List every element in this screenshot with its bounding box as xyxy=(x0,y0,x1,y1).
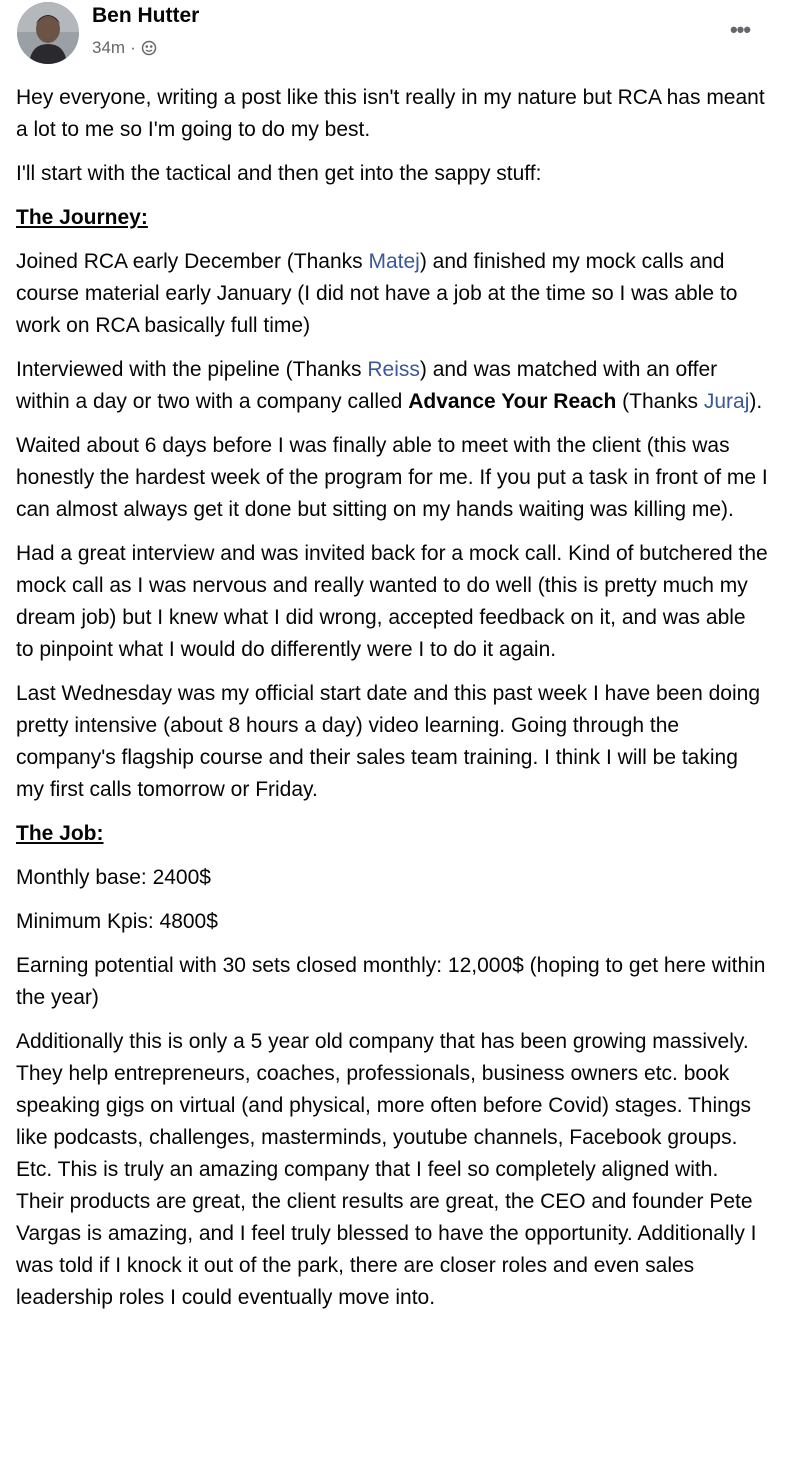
text-span: ). xyxy=(749,390,763,413)
text-span: ) and was matched with an offer within a day or two with a company called xyxy=(16,358,718,413)
globe-icon[interactable] xyxy=(141,40,157,56)
avatar[interactable] xyxy=(17,2,79,64)
paragraph-interview: Had a great interview and was invited back for a mock call. Kind of butchered the mock call as I was nervous and really wanted to do well (this is pretty much my dream job) but I knew what I did wrong, accepted feedback on it, and was able to pinpoint what I would do differently were I to do it again. xyxy=(16,542,768,661)
text-span: Interviewed with the pipeline (Thanks xyxy=(16,358,368,381)
paragraph-joined xyxy=(16,246,768,342)
text-span: (Thanks xyxy=(616,390,704,413)
avatar-image xyxy=(17,2,79,64)
post-header xyxy=(0,0,788,72)
mention-link-juraj[interactable]: Juraj xyxy=(703,390,750,413)
post-timestamp[interactable]: 34m xyxy=(92,38,126,57)
text-span: ) and finished my mock calls and course material early January (I did not have a job at the time so I was able to work on RCA basically full time) xyxy=(16,250,738,337)
paragraph-minimum-kpis: Minimum Kpis: 4800$ xyxy=(16,910,218,933)
paragraph-start-date: Last Wednesday was my official start date and this past week I have been doing pretty intensive (about 8 hours a day) video learning. Going through the company's flagship course and their sales team training. I think I will be taking my first calls tomorrow or Friday. xyxy=(16,682,760,801)
company-name: Advance Your Reach xyxy=(408,390,617,413)
mention-link-reiss[interactable]: Reiss xyxy=(367,358,420,381)
mention-link-matej[interactable]: Matej xyxy=(368,250,420,273)
meta-separator: · xyxy=(130,38,136,57)
post-body xyxy=(16,82,768,1326)
heading-journey: The Journey: xyxy=(16,206,148,229)
text-span: Joined RCA early December (Thanks xyxy=(16,250,369,273)
paragraph-monthly-base: Monthly base: 2400$ xyxy=(16,866,211,889)
paragraph-earning-potential: Earning potential with 30 sets closed monthly: 12,000$ (hoping to get here within the year) xyxy=(16,954,766,1009)
paragraph-waited: Waited about 6 days before I was finally able to meet with the client (this was honestly the hardest week of the program for me. If you put a task in front of me I can almost always get it done but sitting on my hands waiting was killing me). xyxy=(16,434,768,521)
paragraph-interviewed xyxy=(16,354,768,418)
heading-job: The Job: xyxy=(16,822,104,845)
paragraph-intro: Hey everyone, writing a post like this isn't really in my nature but RCA has meant a lot to me so I'm going to do my best. xyxy=(16,86,765,141)
author-name[interactable]: Ben Hutter xyxy=(92,4,200,27)
paragraph-company: Additionally this is only a 5 year old company that has been growing massively. They help entrepreneurs, coaches, professionals, business owners etc. book speaking gigs on virtual (and physical, more often before Covid) stages. Things like podcasts, challenges, masterminds, youtube channels, Facebook groups. Etc. This is truly an amazing company that I feel so completely aligned with. Their products are great, the client results are great, the CEO and founder Pete Vargas is amazing, and I feel truly blessed to have the opportunity. Additionally I was told if I knock it out of the park, there are closer roles and even sales leadership roles I could eventually move into. xyxy=(16,1030,757,1309)
more-horizontal-icon: ••• xyxy=(729,17,751,42)
more-options-button[interactable] xyxy=(722,16,758,44)
post-meta xyxy=(92,38,157,58)
paragraph-tactical: I'll start with the tactical and then get into the sappy stuff: xyxy=(16,162,542,185)
